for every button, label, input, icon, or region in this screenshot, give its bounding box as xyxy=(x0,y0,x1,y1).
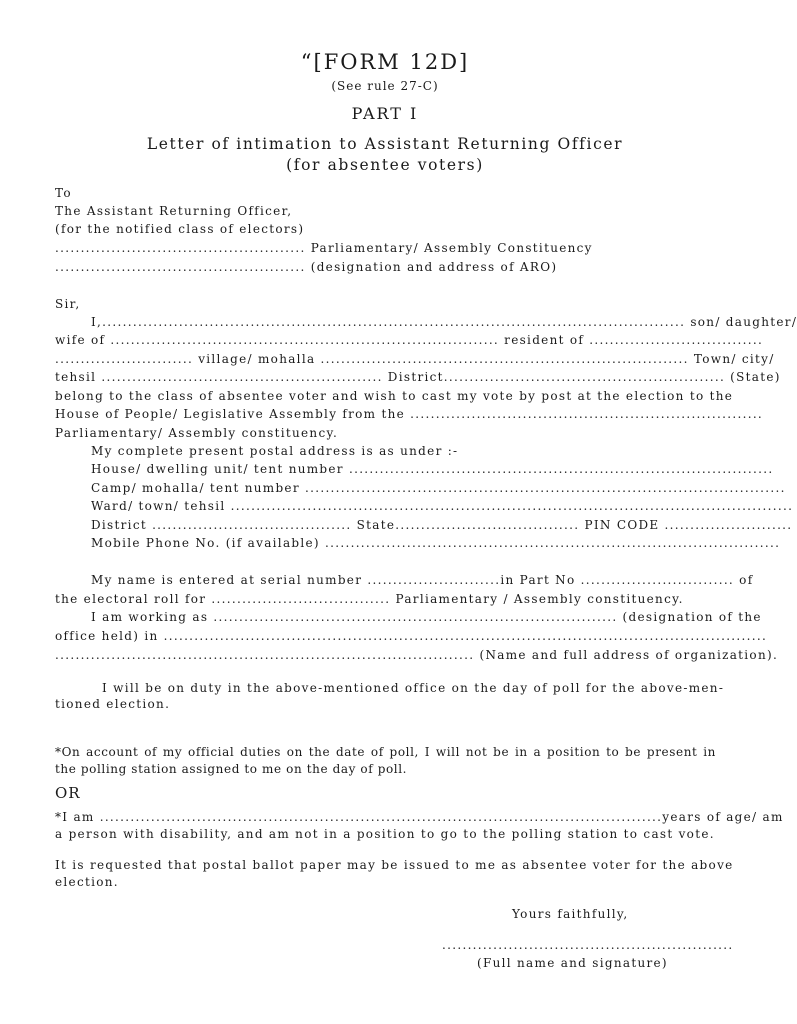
address-class: (for the notified class of electors) xyxy=(55,222,305,236)
closing-yours: Yours faithfully, xyxy=(512,907,629,921)
body-line: My name is entered at serial number ..........................in Part No .............................. of xyxy=(91,573,754,587)
address-field: District ....................................... State.................................... PIN CODE ......................... xyxy=(91,518,793,532)
signature-label: (Full name and signature) xyxy=(477,956,668,970)
address-field: Ward/ town/ tehsil .............................................................................................................. xyxy=(91,499,794,513)
form-title: “[FORM 12D] xyxy=(300,50,470,74)
body-line: belong to the class of absentee voter and wish to cast my vote by post at the election to the xyxy=(55,389,734,403)
salutation: Sir, xyxy=(55,297,81,311)
body-line: tehsil ....................................................... District....................................................... (State) xyxy=(55,370,781,384)
body-line: a person with disability, and am not in a position to go to the polling station to cast vote. xyxy=(55,827,715,841)
address-constituency: ................................................. Parliamentary/ Assembly Constituency xyxy=(55,241,593,255)
body-line: I am working as ............................................................................... (designation of the xyxy=(91,610,762,624)
address-officer: The Assistant Returning Officer, xyxy=(55,204,293,218)
subject-line-2: (for absentee voters) xyxy=(286,156,484,174)
address-intro: My complete present postal address is as under :- xyxy=(91,444,459,458)
body-line: I,.................................................................................................................. son/ daughter/ xyxy=(91,315,797,329)
body-line: ........................... village/ mohalla ........................................................................ Town/ city/ xyxy=(55,352,775,366)
body-line: Parliamentary/ Assembly constituency. xyxy=(55,426,339,440)
body-line: the electoral roll for ................................... Parliamentary / Assembly constituency. xyxy=(55,592,684,606)
address-aro: ................................................. (designation and address of ARO) xyxy=(55,260,558,274)
address-field: Mobile Phone No. (if available) ......................................................................................... xyxy=(91,536,781,550)
part-heading: PART I xyxy=(351,104,419,123)
or-separator: OR xyxy=(55,784,81,802)
body-line: .................................................................................. (Name and full address of organization). xyxy=(55,648,779,662)
address-to: To xyxy=(55,186,72,200)
body-line: tioned election. xyxy=(55,697,171,711)
rule-reference: (See rule 27-C) xyxy=(331,79,439,93)
body-line: office held) in ...................................................................................................................... xyxy=(55,629,768,643)
body-line: I will be on duty in the above-mentioned office on the day of poll for the above-men- xyxy=(102,681,725,695)
address-field: Camp/ mohalla/ tent number .............................................................................................. xyxy=(91,481,786,495)
body-line: *I am ..............................................................................................................years of age/ am xyxy=(55,810,784,824)
signature-line: ......................................................... xyxy=(442,938,734,952)
body-line: House of People/ Legislative Assembly from the ..................................................................... xyxy=(55,407,764,421)
body-line: wife of ............................................................................ resident of .................................. xyxy=(55,333,764,347)
body-line: *On account of my official duties on the date of poll, I will not be in a position to be present in xyxy=(55,745,716,759)
address-field: House/ dwelling unit/ tent number ................................................................................... xyxy=(91,462,774,476)
body-line: election. xyxy=(55,875,119,889)
subject-line-1: Letter of intimation to Assistant Returning Officer xyxy=(146,135,624,153)
body-line: It is requested that postal ballot paper may be issued to me as absentee voter for the above xyxy=(55,858,734,872)
body-line: the polling station assigned to me on the day of poll. xyxy=(55,762,408,776)
